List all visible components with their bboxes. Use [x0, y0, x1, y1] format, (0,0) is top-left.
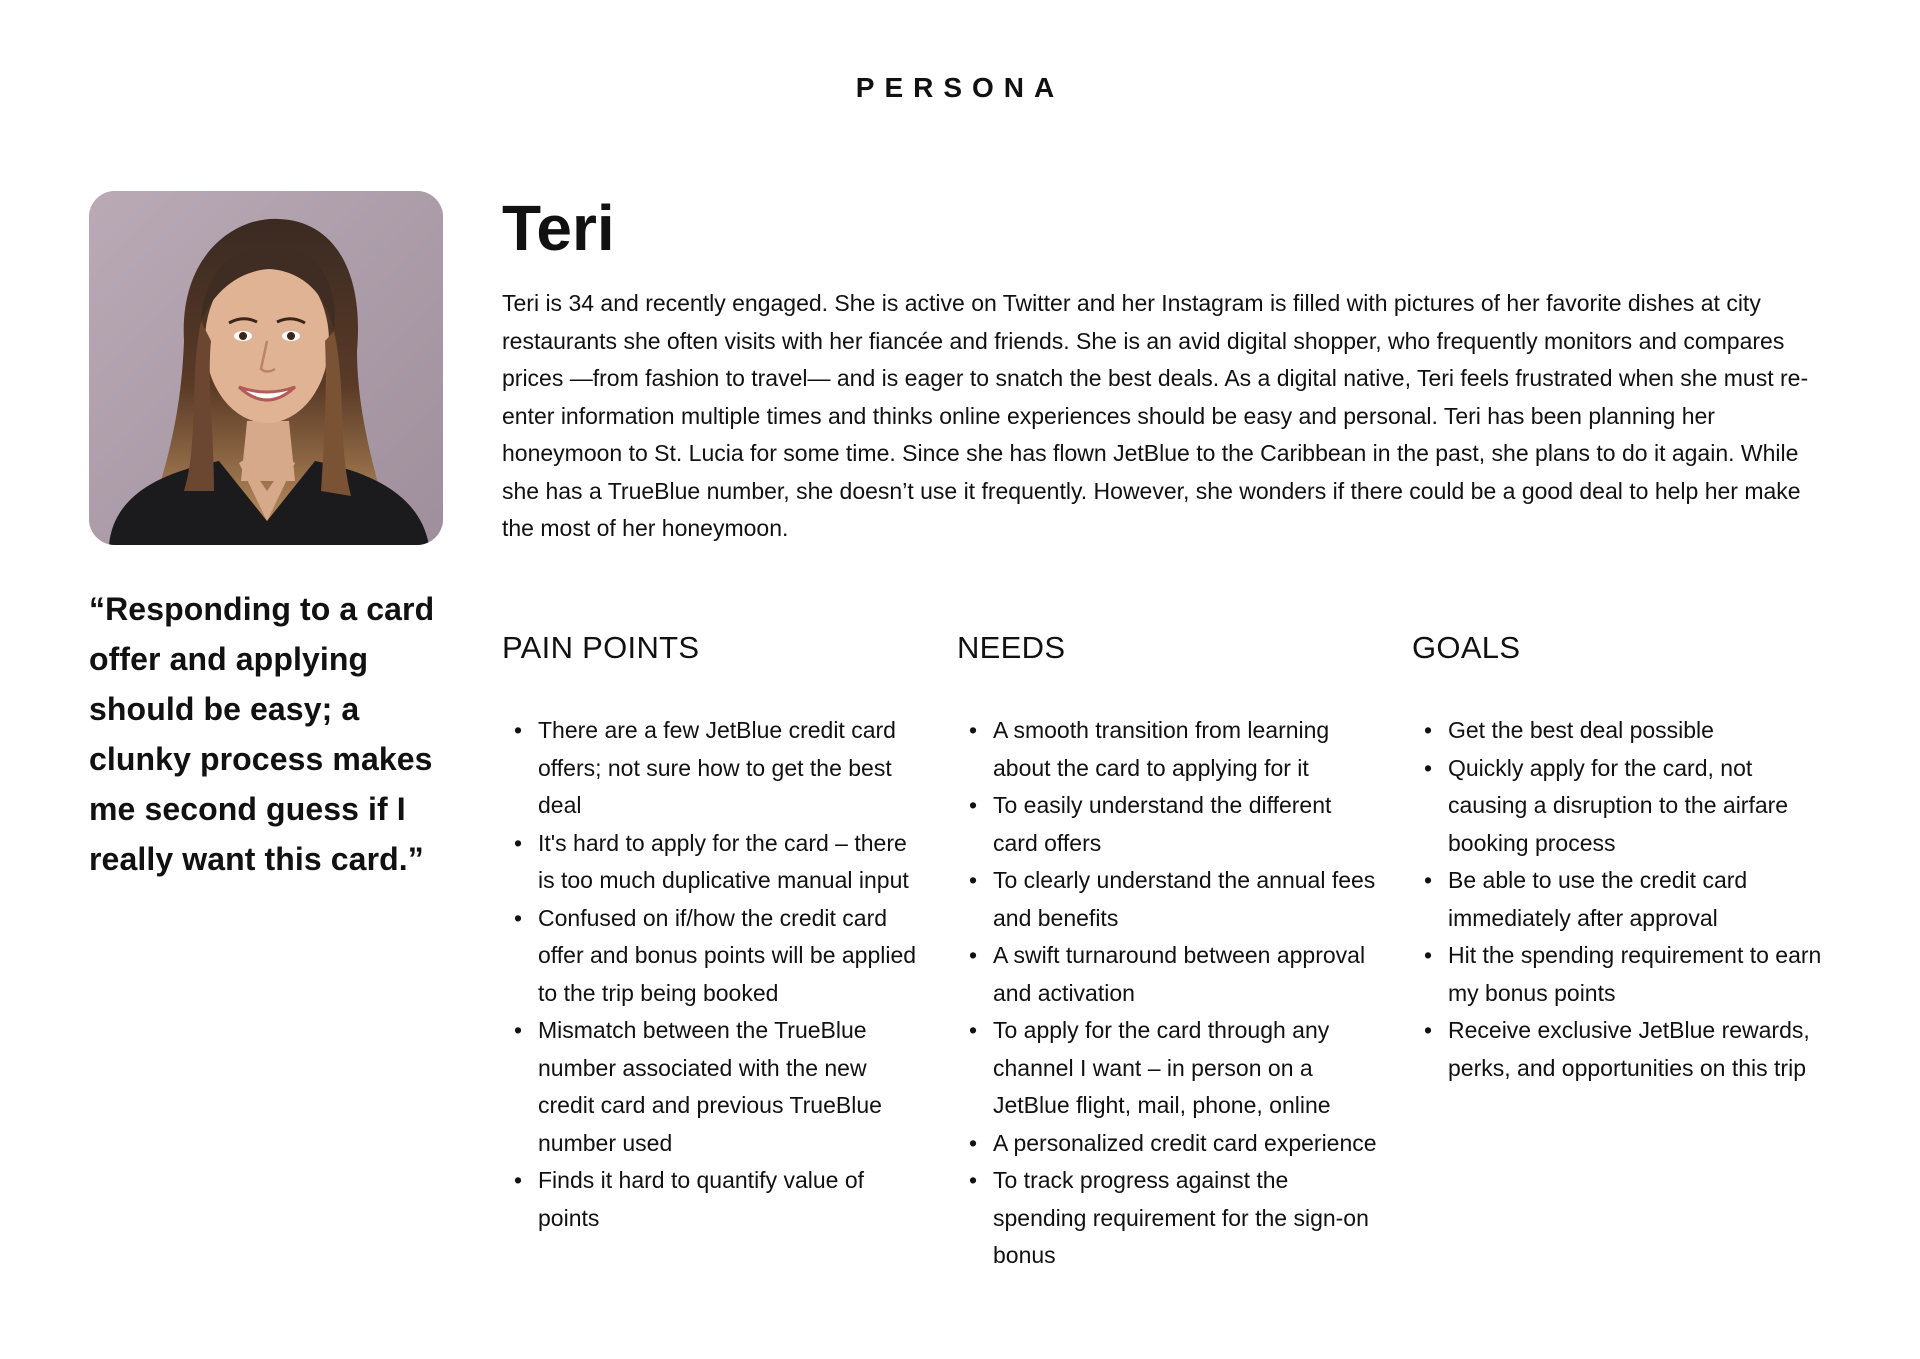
list-item: [1412, 937, 1832, 1012]
list-item: [1412, 1012, 1832, 1087]
list-item: [957, 862, 1377, 937]
list-item: [502, 712, 922, 825]
list-item: [502, 900, 922, 1013]
persona-name: Teri: [502, 192, 615, 264]
persona-quote: “Responding to a card offer and applying should be easy; a clunky process makes me second guess if I really want this card.”: [89, 591, 435, 877]
list-item-text: Mismatch between the TrueBlue number associated with the new credit card and previous TrueBlue number used: [538, 1017, 882, 1156]
needs-list: [957, 712, 1377, 1275]
pain-points-column: [502, 628, 922, 1237]
list-item-text: It's hard to apply for the card – there is too much duplicative manual input: [538, 829, 909, 893]
list-item: [1412, 712, 1832, 750]
list-item: [502, 1012, 922, 1162]
bullet-icon: •: [969, 1129, 978, 1156]
bullet-icon: •: [969, 867, 978, 893]
goals-heading: GOALS: [1412, 630, 1521, 665]
list-item-text: A swift turnaround between approval and activation: [993, 942, 1366, 1006]
list-item-text: To apply for the card through any channel I want – in person on a JetBlue flight, mail, phone, online: [993, 1017, 1331, 1118]
needs-heading: NEEDS: [957, 630, 1066, 665]
list-item: [957, 937, 1377, 1012]
bullet-icon: •: [969, 1017, 978, 1043]
list-item: [502, 825, 922, 900]
list-item-text: Get the best deal possible: [1448, 717, 1714, 743]
section-label: PERSONA: [855, 72, 1065, 103]
goals-list: [1412, 712, 1832, 1087]
list-item: [957, 1162, 1377, 1275]
list-item-text: A smooth transition from learning about the card to applying for it: [993, 717, 1330, 781]
list-item-text: Quickly apply for the card, not causing a disruption to the airfare booking process: [1448, 754, 1789, 856]
bullet-icon: •: [514, 829, 523, 856]
list-item-text: Receive exclusive JetBlue rewards, perks, and opportunities on this trip: [1448, 1017, 1810, 1081]
pain-points-list: [502, 712, 922, 1237]
bullet-icon: •: [514, 717, 523, 743]
persona-photo: [89, 191, 443, 545]
list-item-text: Confused on if/how the credit card offer and bonus points will be applied to the trip being booked: [538, 904, 917, 1006]
list-item: [957, 712, 1377, 787]
bullet-icon: •: [969, 1167, 978, 1193]
bullet-icon: •: [1424, 867, 1433, 893]
list-item: [957, 1125, 1377, 1163]
bullet-icon: •: [969, 942, 978, 968]
bullet-icon: •: [969, 792, 978, 818]
pain-points-heading: PAIN POINTS: [502, 630, 700, 665]
list-item-text: A personalized credit card experience: [993, 1129, 1377, 1156]
bullet-icon: •: [969, 717, 978, 743]
list-item-text: Hit the spending requirement to earn my bonus points: [1448, 942, 1822, 1006]
bullet-icon: •: [1424, 717, 1433, 743]
bullet-icon: •: [514, 1167, 523, 1193]
list-item: [1412, 750, 1832, 863]
list-item-text: There are a few JetBlue credit card offers; not sure how to get the best deal: [538, 717, 896, 818]
bullet-icon: •: [1424, 942, 1433, 968]
list-item-text: Be able to use the credit card immediately after approval: [1448, 867, 1748, 931]
list-item: [957, 787, 1377, 862]
list-item-text: Finds it hard to quantify value of points: [538, 1167, 865, 1231]
goals-column: [1412, 628, 1832, 1087]
bullet-icon: •: [514, 904, 523, 931]
bullet-icon: •: [514, 1017, 523, 1043]
bullet-icon: •: [1424, 1017, 1433, 1043]
list-item: [1412, 862, 1832, 937]
persona-bio: Teri is 34 and recently engaged. She is active on Twitter and her Instagram is filled with pictures of her favorite dishes at city restaurants she often visits with her fiancée and friends. She is an avid digital shopper, who frequently monitors and compares prices —from fashion to travel— and is eager to snatch the best deals. As a digital native, Teri feels frustrated when she must re-enter information multiple times and thinks online experiences should be easy and personal. Teri has been planning her honeymoon to St. Lucia for some time. Since she has flown JetBlue to the Caribbean in the past, she plans to do it again. While she has a TrueBlue number, she doesn’t use it frequently. However, she wonders if there could be a good deal to help her make the most of her honeymoon.: [502, 290, 1809, 541]
list-item-text: To easily understand the different card offers: [993, 792, 1332, 856]
list-item-text: To track progress against the spending requirement for the sign-on bonus: [993, 1167, 1369, 1268]
needs-column: [957, 628, 1377, 1275]
list-item: [502, 1162, 922, 1237]
list-item: [957, 1012, 1377, 1125]
bullet-icon: •: [1424, 754, 1433, 781]
portrait-image: [89, 191, 443, 545]
list-item-text: To clearly understand the annual fees and benefits: [993, 867, 1376, 931]
